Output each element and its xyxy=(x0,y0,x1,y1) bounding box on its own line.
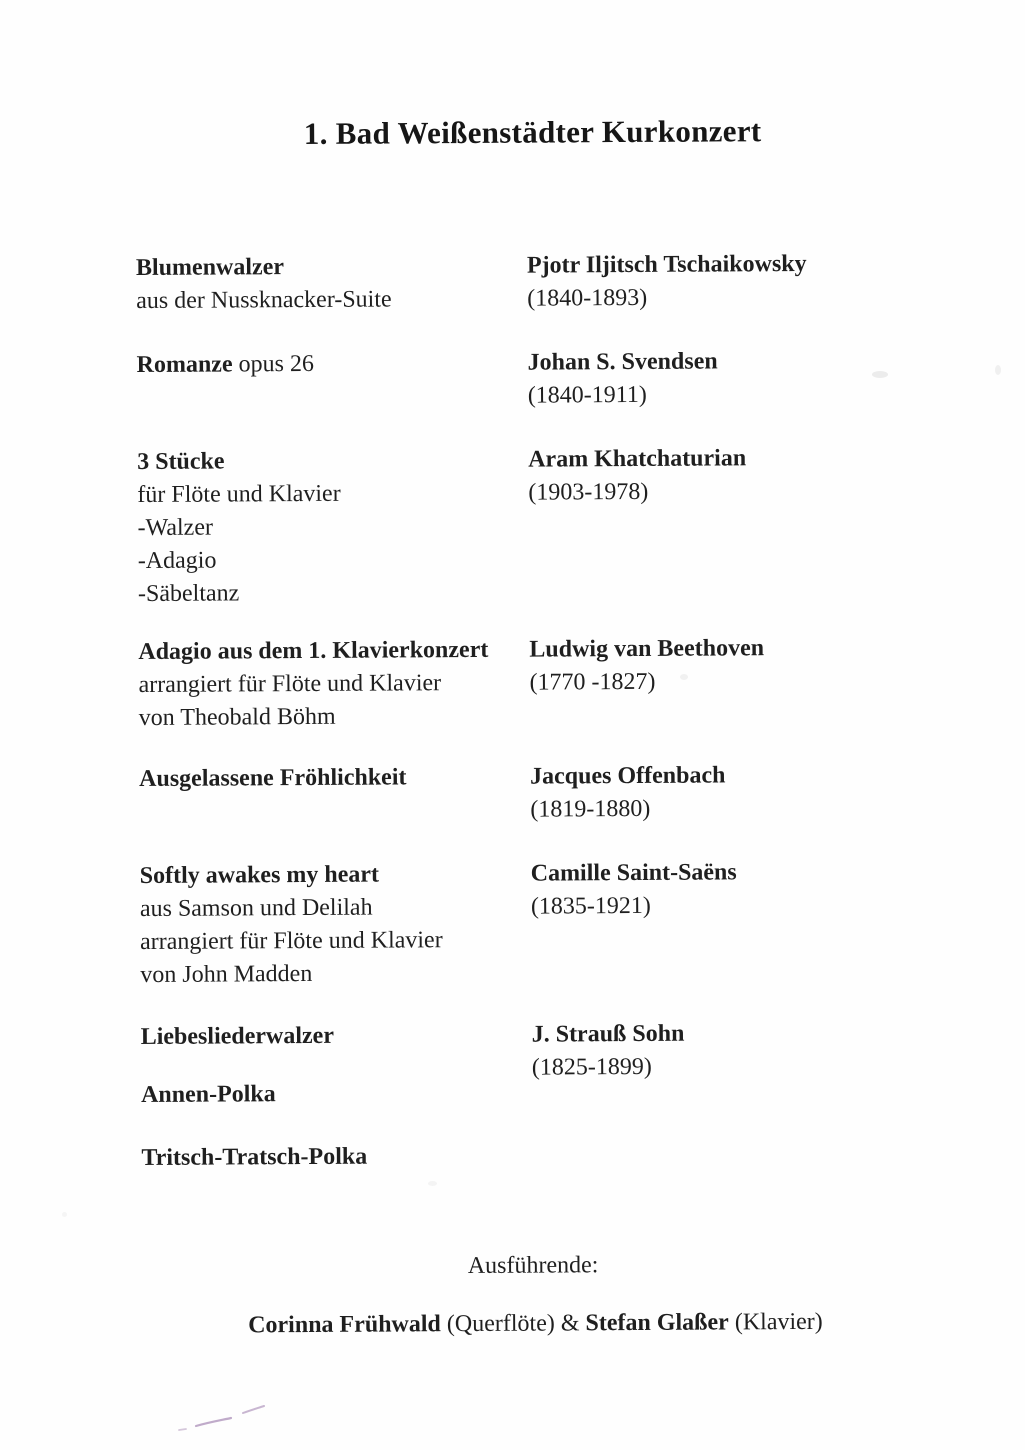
composer-name: Jacques Offenbach xyxy=(530,762,726,790)
piece xyxy=(136,250,521,318)
composer-name: Johan S. Svendsen xyxy=(527,348,718,376)
piece-detail: aus der Nussknacker-Suite xyxy=(136,286,392,315)
composer xyxy=(528,441,948,510)
performer-name: Stefan Glaßer xyxy=(585,1309,729,1337)
piece-title-text: 3 Stücke xyxy=(137,448,225,476)
piece-title-text: Tritsch-Tratsch-Polka xyxy=(141,1143,368,1172)
performer-role: (Klavier) xyxy=(728,1308,823,1336)
piece-detail: arrangiert für Flöte und Klavier xyxy=(138,670,442,699)
piece-title-text: Annen-Polka xyxy=(140,1081,276,1109)
program-row xyxy=(0,247,1025,315)
piece xyxy=(137,444,523,611)
composer-dates: (1840-1911) xyxy=(527,381,647,409)
performer-role: (Querflöte) & xyxy=(440,1310,586,1338)
scan-speck xyxy=(995,365,1001,375)
piece-title xyxy=(138,634,523,669)
program-row xyxy=(2,631,1025,732)
piece-title xyxy=(140,858,525,893)
composer-dates: (1819-1880) xyxy=(530,795,651,823)
piece-detail: von John Madden xyxy=(140,960,313,989)
composer-name: Aram Khatchaturian xyxy=(528,445,747,473)
composer xyxy=(530,758,950,827)
composer xyxy=(527,344,947,413)
composer-name: J. Strauß Sohn xyxy=(531,1020,685,1048)
program-row xyxy=(4,855,1025,989)
composer-name: Ludwig van Beethoven xyxy=(529,635,765,663)
piece-title-text: Softly awakes my heart xyxy=(139,861,380,890)
composer-name: Pjotr Iljitsch Tschaikowsky xyxy=(526,250,807,279)
piece xyxy=(141,1019,526,1054)
piece-title xyxy=(141,1019,526,1054)
piece xyxy=(141,1077,526,1112)
composer-dates: (1903-1978) xyxy=(528,478,649,506)
program-row xyxy=(3,758,1025,823)
piece-detail: -Walzer xyxy=(137,514,213,542)
piece-title-text: Ausgelassene Fröhlichkeit xyxy=(139,764,407,793)
piece-title xyxy=(136,250,521,285)
composer-name: Camille Saint-Saëns xyxy=(530,859,737,887)
piece-detail: aus Samson und Delilah xyxy=(139,894,373,923)
composer-dates: (1840-1893) xyxy=(527,284,648,312)
scan-speck xyxy=(428,1181,437,1186)
performers-heading: Ausführende: xyxy=(467,1252,599,1280)
piece-detail: von Theobald Böhm xyxy=(138,703,336,732)
composer xyxy=(527,247,947,316)
piece-detail: -Adagio xyxy=(137,547,217,575)
piece-detail: für Flöte und Klavier xyxy=(137,480,341,509)
page-title: 1. Bad Weißenstädter Kurkonzert xyxy=(303,113,762,151)
composer xyxy=(531,855,951,924)
composer xyxy=(529,631,949,700)
piece-title-text: Adagio aus dem 1. Klavierkonzert xyxy=(138,636,489,666)
composer-dates: (1825-1899) xyxy=(531,1053,652,1081)
piece-detail: -Säbeltanz xyxy=(137,580,240,608)
piece xyxy=(141,1140,526,1175)
composer xyxy=(532,1016,952,1085)
piece-title xyxy=(141,1077,526,1112)
piece-title xyxy=(137,444,522,479)
piece xyxy=(140,858,526,992)
program-row xyxy=(0,344,1025,409)
composer-dates: (1835-1921) xyxy=(530,892,651,920)
piece-title-text: Romanze xyxy=(136,351,233,379)
piece xyxy=(139,761,524,796)
piece-title-text: Blumenwalzer xyxy=(135,254,285,282)
piece xyxy=(136,347,521,382)
piece-title-text: Liebesliederwalzer xyxy=(140,1022,335,1051)
piece-title xyxy=(136,347,521,382)
scan-speck xyxy=(680,674,688,680)
piece-title-suffix: opus 26 xyxy=(232,350,314,378)
performers-line xyxy=(248,1306,823,1343)
piece xyxy=(138,634,524,735)
scan-speck xyxy=(62,1212,67,1217)
performer-name: Corinna Frühwald xyxy=(248,1311,441,1339)
piece-title xyxy=(139,761,524,796)
scan-speck xyxy=(872,371,888,378)
program-row xyxy=(5,1016,1025,1081)
piece-detail: arrangiert für Flöte und Klavier xyxy=(140,927,443,956)
program-row xyxy=(5,1137,1025,1172)
piece-title xyxy=(141,1140,526,1175)
program-row xyxy=(1,441,1025,608)
composer-dates: (1770 -1827) xyxy=(529,668,656,696)
